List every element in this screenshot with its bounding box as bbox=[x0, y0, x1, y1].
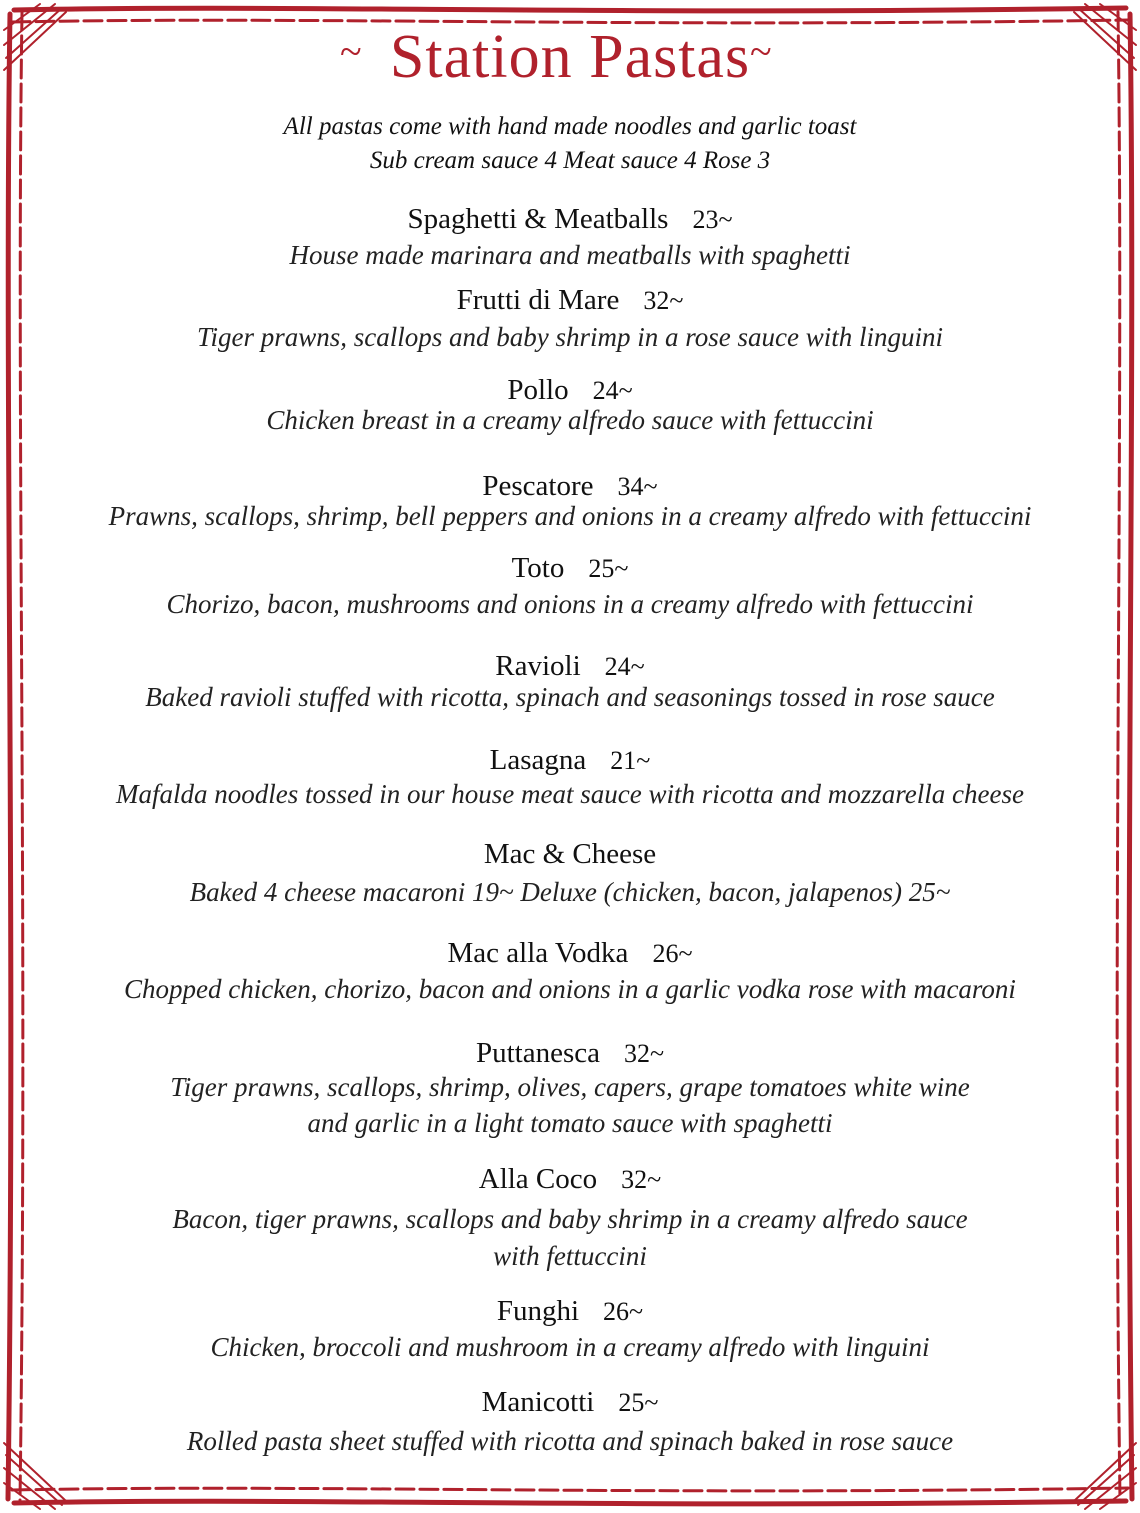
item-description: with fettuccini bbox=[493, 1241, 647, 1271]
item-price: 34~ bbox=[617, 472, 658, 501]
item-price: 21~ bbox=[610, 746, 651, 775]
item-name: Alla Coco bbox=[478, 1163, 598, 1195]
item-name: Frutti di Mare bbox=[456, 284, 620, 316]
item-title bbox=[0, 1037, 1140, 1070]
item-name: Funghi bbox=[496, 1295, 580, 1327]
item-price: 24~ bbox=[604, 652, 645, 681]
item-description: Prawns, scallops, shrimp, bell peppers and onions in a creamy alfredo with fettuccini bbox=[108, 501, 1032, 531]
item-description: Mafalda noodles tossed in our house meat sauce with ricotta and mozzarella cheese bbox=[116, 779, 1024, 809]
menu-title: Station Pastas bbox=[389, 23, 751, 91]
item-name: Pescatore bbox=[482, 470, 594, 502]
item-description: Tiger prawns, scallops, shrimp, olives, capers, grape tomatoes white wine bbox=[170, 1072, 970, 1102]
item-description: Bacon, tiger prawns, scallops and baby shrimp in a creamy alfredo sauce bbox=[172, 1204, 968, 1234]
item-price: 25~ bbox=[618, 1388, 659, 1417]
item-description: Tiger prawns, scallops and baby shrimp in a rose sauce with linguini bbox=[196, 322, 944, 352]
item-title bbox=[0, 650, 1140, 683]
item-name: Pollo bbox=[507, 374, 569, 406]
item-price: 24~ bbox=[592, 376, 633, 405]
item-description: Chopped chicken, chorizo, bacon and onions in a garlic vodka rose with macaroni bbox=[124, 974, 1016, 1004]
title-flourish-left: ~ bbox=[340, 29, 362, 74]
item-name: Mac & Cheese bbox=[483, 838, 657, 870]
item-name: Manicotti bbox=[481, 1386, 595, 1418]
item-name: Toto bbox=[511, 552, 565, 584]
item-description: and garlic in a light tomato sauce with spaghetti bbox=[307, 1108, 833, 1138]
item-description: Rolled pasta sheet stuffed with ricotta and spinach baked in rose sauce bbox=[186, 1426, 954, 1456]
item-description: Chicken breast in a creamy alfredo sauce with fettuccini bbox=[266, 405, 874, 435]
item-name: Puttanesca bbox=[475, 1037, 600, 1069]
item-name: Ravioli bbox=[495, 650, 581, 682]
item-name: Lasagna bbox=[489, 744, 587, 776]
item-title bbox=[0, 1163, 1140, 1196]
item-price: 26~ bbox=[603, 1297, 644, 1326]
item-description: House made marinara and meatballs with spaghetti bbox=[289, 240, 851, 270]
item-price: 25~ bbox=[588, 554, 629, 583]
item-name: Spaghetti & Meatballs bbox=[407, 203, 669, 235]
item-title bbox=[0, 937, 1140, 970]
item-title bbox=[0, 1295, 1140, 1328]
item-description: Baked ravioli stuffed with ricotta, spinach and seasonings tossed in rose sauce bbox=[145, 682, 995, 712]
item-price: 32~ bbox=[621, 1165, 662, 1194]
item-title bbox=[0, 1386, 1140, 1419]
item-title bbox=[0, 744, 1140, 777]
item-price: 32~ bbox=[623, 1039, 665, 1068]
item-title bbox=[0, 470, 1140, 503]
item-price: 26~ bbox=[652, 939, 693, 968]
item-description: Chorizo, bacon, mushrooms and onions in a creamy alfredo with fettuccini bbox=[166, 589, 974, 619]
title-wrap bbox=[0, 22, 1140, 93]
title-flourish-right: ~ bbox=[750, 29, 772, 74]
item-title bbox=[0, 203, 1140, 236]
subtitle-line: All pastas come with hand made noodles and garlic toast bbox=[283, 113, 857, 140]
item-price: 23~ bbox=[692, 205, 733, 234]
item-description: Baked 4 cheese macaroni 19~ Deluxe (chicken, bacon, jalapenos) 25~ bbox=[189, 877, 951, 907]
item-description: Chicken, broccoli and mushroom in a creamy alfredo with linguini bbox=[210, 1332, 930, 1362]
item-price: 32~ bbox=[643, 286, 684, 315]
item-name: Mac alla Vodka bbox=[447, 937, 629, 969]
item-title bbox=[0, 552, 1140, 585]
item-title bbox=[0, 838, 1140, 871]
item-title bbox=[0, 284, 1140, 317]
item-title bbox=[0, 374, 1140, 407]
subtitle-line: Sub cream sauce 4 Meat sauce 4 Rose 3 bbox=[369, 147, 771, 174]
